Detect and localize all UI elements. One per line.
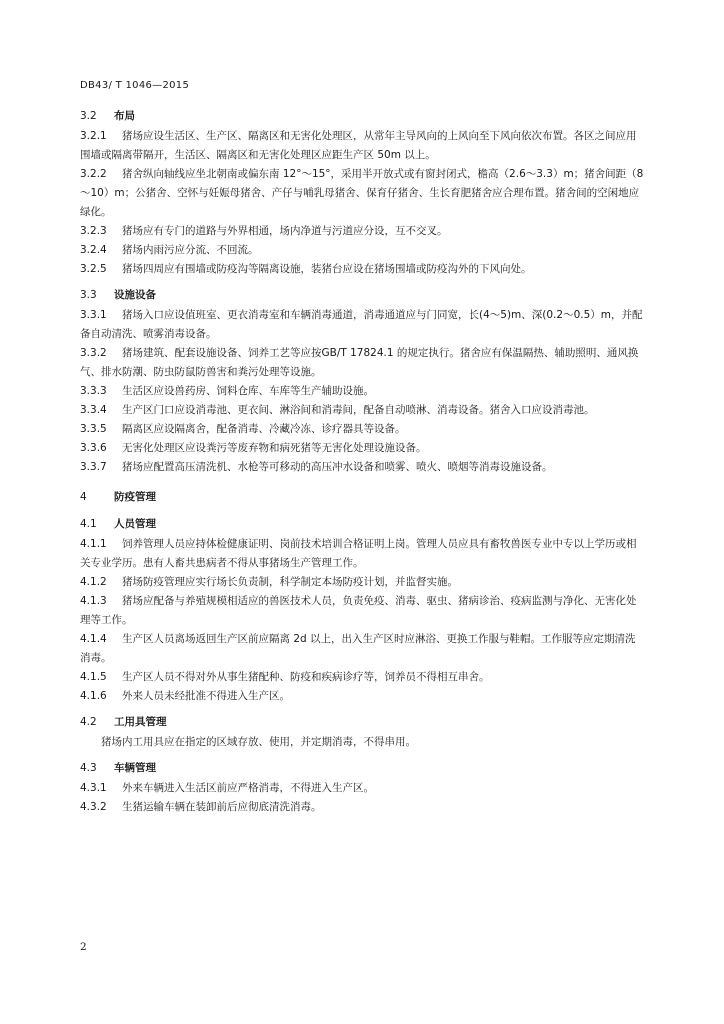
clause: [80, 401, 646, 420]
section-heading: [80, 106, 646, 127]
clause-number: 4.3.2: [80, 801, 107, 813]
clause-number: 3.3.5: [80, 423, 107, 435]
section-title: 人员管理: [114, 518, 156, 530]
clause: [80, 668, 646, 687]
clause: [80, 127, 646, 165]
clause-text: 隔离区应设隔离舍，配备消毒、冷藏冷冻、诊疗器具等设备。: [122, 423, 406, 435]
section-3-2: [80, 106, 646, 279]
clause-number: 4.1.3: [80, 595, 107, 607]
clause-number: 3.2.5: [80, 263, 107, 275]
clause-text: 外来车辆进入生活区前应严格消毒，不得进入生产区。: [122, 782, 374, 794]
clause-text: 猪场内雨污应分流、不回流。: [122, 244, 259, 256]
clause-number: 3.2.2: [80, 168, 107, 180]
section-heading: [80, 285, 646, 306]
section-number: 3.2: [80, 110, 97, 122]
clause-text: 猪场四周应有围墙或防疫沟等隔离设施，装猪台应设在猪场围墙或防疫沟外的下风向处。: [122, 263, 532, 275]
clause-number: 3.2.1: [80, 130, 107, 142]
section-number: 4.1: [80, 518, 97, 530]
page-number: 2: [80, 941, 87, 953]
clause: [80, 630, 646, 668]
clause-text: 猪场入口应设值班室、更衣消毒室和车辆消毒通道，消毒通道应与门同宽，长(4～5)m、深(0.2～0.5）m，并配备自动清洗、喷雾消毒设备。: [80, 309, 643, 340]
clause-text: 猪场应配置高压清洗机、水枪等可移动的高压冲水设备和喷雾、喷火、喷烟等消毒设施设备。: [122, 461, 553, 473]
clause-text: 猪场建筑、配套设施设备、饲养工艺等应按GB/T 17824.1 的规定执行。猪舍应有保温隔热、辅助照明、通风换气、排水防潮、防虫防鼠防兽害和粪污处理等设施。: [80, 347, 639, 378]
chapter-heading: [80, 487, 646, 508]
clause: [80, 241, 646, 260]
clause-text: 生产区人员不得对外从事生猪配种、防疫和疾病诊疗等，饲养员不得相互串舍。: [122, 671, 490, 683]
clause-text: 猪舍纵向轴线应坐北朝南或偏东南 12°～15°，采用半开放式或有窗封闭式，檐高（2.6～3.3）m；猪舍间距（8～10）m；公猪舍、空怀与妊娠母猪舍、产仔与哺乳母猪舍、保育仔猪舍、生长育肥猪舍应合理布置。猪舍间的空闲地应绿化。: [80, 168, 644, 218]
section-number: 4.3: [80, 762, 97, 774]
clause-number: 3.2.3: [80, 225, 107, 237]
clause-number: 3.3.4: [80, 404, 107, 416]
clause: [80, 592, 646, 630]
clause-text: 生产区门口应设消毒池、更衣间、淋浴间和消毒间，配备自动喷淋、消毒设备。猪舍入口应设消毒池。: [122, 404, 595, 416]
clause-number: 3.2.4: [80, 244, 107, 256]
chapter-4: [80, 487, 646, 508]
section-number: 3.3: [80, 289, 97, 301]
clause-number: 4.1.5: [80, 671, 107, 683]
clause-number: 4.1.4: [80, 633, 107, 645]
clause-text: 饲养管理人员应持体检健康证明、岗前技术培训合格证明上岗。管理人员应具有畜牧兽医专业中专以上学历或相关专业学历。患有人畜共患病者不得从事猪场生产管理工作。: [80, 538, 637, 569]
clause-text: 猪场应设生活区、生产区、隔离区和无害化处理区，从常年主导风向的上风向至下风向依次布置。各区之间应用围墙或隔离带隔开，生活区、隔离区和无害化处理区应距生产区 50m 以上。: [80, 130, 637, 161]
clause-text: 生活区应设兽药房、饲料仓库、车库等生产辅助设施。: [122, 385, 374, 397]
section-4-1: [80, 514, 646, 706]
clause-number: 3.3.7: [80, 461, 107, 473]
section-title: 设施设备: [114, 289, 156, 301]
clause-text: 生猪运输车辆在装卸前后应彻底清洗消毒。: [122, 801, 322, 813]
clause-number: 4.3.1: [80, 782, 107, 794]
clause-text: 猪场防疫管理应实行场长负责制，科学制定本场防疫计划，并监督实施。: [122, 576, 458, 588]
chapter-title: 防疫管理: [114, 491, 156, 503]
section-number: 4.2: [80, 716, 97, 728]
clause: [80, 165, 646, 222]
clause: [80, 573, 646, 592]
clause: [80, 779, 646, 798]
section-4-2: [80, 712, 646, 752]
clause-number: 4.1.2: [80, 576, 107, 588]
clause: [80, 535, 646, 573]
clause: [80, 260, 646, 279]
clause: [80, 344, 646, 382]
clause: [80, 222, 646, 241]
clause-text: 生产区人员离场返回生产区前应隔离 2d 以上，出入生产区时应淋浴、更换工作服与鞋帽。工作服等应定期清洗消毒。: [80, 633, 636, 664]
clause: [80, 420, 646, 439]
clause-number: 4.1.6: [80, 690, 107, 702]
clause-text: 猪场应配备与养殖规模相适应的兽医技术人员，负责免疫、消毒、驱虫、猪病诊治、疫病监测与净化、无害化处理等工作。: [80, 595, 637, 626]
section-heading: [80, 514, 646, 535]
section-title: 车辆管理: [114, 762, 156, 774]
section-4-3: [80, 758, 646, 817]
section-heading: [80, 712, 646, 733]
clause-number: 3.3.1: [80, 309, 107, 321]
clause-text: 猪场应有专门的道路与外界相通，场内净道与污道应分设，互不交叉。: [122, 225, 448, 237]
clause: [80, 798, 646, 817]
clause: [80, 306, 646, 344]
clause-number: 4.1.1: [80, 538, 107, 550]
clause-number: 3.3.2: [80, 347, 107, 359]
clause: [80, 458, 646, 477]
section-title: 布局: [114, 110, 135, 122]
clause-number: 3.3.6: [80, 442, 107, 454]
clause-number: 3.3.3: [80, 385, 107, 397]
page-content: [80, 100, 646, 817]
section-title: 工用具管理: [114, 716, 167, 728]
page-header: DB43/ T 1046—2015: [80, 80, 190, 91]
section-paragraph: 猪场内工用具应在指定的区域存放、使用，并定期消毒，不得串用。: [101, 736, 416, 748]
clause-text: 外来人员未经批准不得进入生产区。: [122, 690, 290, 702]
clause-text: 无害化处理区应设粪污等废弃物和病死猪等无害化处理设施设备。: [122, 442, 427, 454]
clause: [80, 687, 646, 706]
section-3-3: [80, 285, 646, 477]
chapter-number: 4: [80, 491, 87, 503]
clause: [80, 439, 646, 458]
clause: [80, 382, 646, 401]
section-heading: [80, 758, 646, 779]
